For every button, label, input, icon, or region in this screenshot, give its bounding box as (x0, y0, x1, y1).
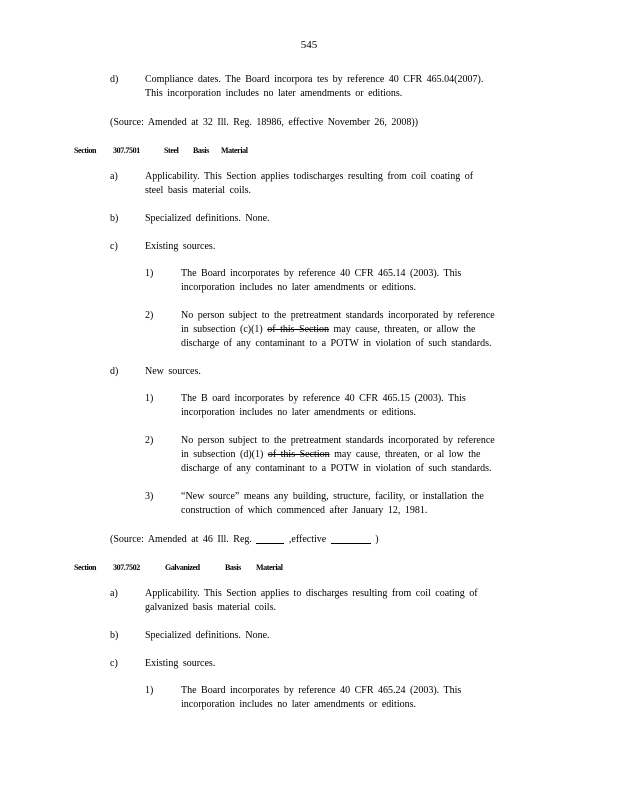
applicability-7502-line-2: galvanized basis material coils. (145, 602, 276, 613)
d3-7501-line-1: “New source” means any building, structure, facility, or installation the (181, 491, 484, 502)
c2-7501-line-2-end: may cause, threaten, or allow the (333, 324, 476, 335)
new-sources-7501: New sources. (145, 366, 201, 377)
d2-7501-line-2 (181, 448, 481, 462)
definitions-7501: Specialized definitions. None. (145, 213, 270, 224)
item-label-c-7502: c) (110, 658, 118, 669)
source-note-2-effective: ,effective (288, 534, 327, 545)
item-label-d-top: d) (110, 74, 119, 85)
c1-7501-line-1: The Board incorporates by reference 40 CFR 465.14 (2003). This (181, 268, 462, 279)
d3-7501-line-2: construction of which commenced after January 12, 1981. (181, 505, 428, 516)
d2-7501-line-2-start: in subsection (d)(1) (181, 449, 264, 460)
section-word-7502: Section (74, 563, 97, 572)
sub-label-d3-7501: 3) (145, 491, 154, 502)
d1-7501-line-2: incorporation includes no later amendments or editions. (181, 407, 416, 418)
source-note-2-start: (Source: Amended at 46 Ill. Reg. (110, 534, 252, 545)
c1-7502-line-1: The Board incorporates by reference 40 CFR 465.24 (2003). This (181, 685, 462, 696)
source-note-2 (110, 532, 379, 547)
sub-label-d2-7501: 2) (145, 435, 154, 446)
d2-7501-line-2-end: may cause, threaten, or al low the (334, 449, 481, 460)
applicability-7501-line-1: Applicability. This Section applies todischarges resulting from coil coating of (145, 171, 474, 182)
item-label-c-7501: c) (110, 241, 118, 252)
existing-sources-7501: Existing sources. (145, 241, 216, 252)
effective-date-blank (331, 532, 371, 544)
item-label-d-7501: d) (110, 366, 119, 377)
definitions-7502: Specialized definitions. None. (145, 630, 270, 641)
compliance-dates-line-2: This incorporation includes no later amendments or editions. (145, 88, 403, 99)
section-title-7501-word-3: Material (221, 146, 248, 155)
sub-label-c1-7501: 1) (145, 268, 154, 279)
section-title-7501-word-1: Steel (164, 146, 179, 155)
item-label-a-7502: a) (110, 588, 118, 599)
source-note-1: (Source: Amended at 32 Ill. Reg. 18986, effective November 26, 2008)) (110, 117, 419, 128)
applicability-7501-line-2: steel basis material coils. (145, 185, 251, 196)
existing-sources-7502: Existing sources. (145, 658, 216, 669)
c2-7501-line-3: discharge of any contaminant to a POTW in violation of such standards. (181, 338, 492, 349)
c1-7501-line-2: incorporation includes no later amendments or editions. (181, 282, 416, 293)
d1-7501-line-1: The B oard incorporates by reference 40 CFR 465.15 (2003). This (181, 393, 466, 404)
item-label-b-7502: b) (110, 630, 119, 641)
sub-label-c1-7502: 1) (145, 685, 154, 696)
source-note-2-end: ) (375, 534, 379, 545)
sub-label-c2-7501: 2) (145, 310, 154, 321)
sub-label-d1-7501: 1) (145, 393, 154, 404)
section-title-7501-word-2: Basis (193, 146, 209, 155)
c2-7501-line-2 (181, 323, 475, 337)
section-title-7502-word-3: Material (256, 563, 283, 572)
c2-7501-line-2-start: in subsection (c)(1) (181, 324, 263, 335)
d2-7501-line-1: No person subject to the pretreatment standards incorporated by reference (181, 435, 495, 446)
register-number-blank (256, 532, 284, 544)
section-number-7502: 307.7502 (113, 563, 140, 572)
item-label-a-7501: a) (110, 171, 118, 182)
page-number: 545 (300, 39, 318, 51)
section-title-7502-word-1: Galvanized (165, 563, 200, 572)
c2-7501-line-1: No person subject to the pretreatment standards incorporated by reference (181, 310, 495, 321)
section-title-7502-word-2: Basis (225, 563, 241, 572)
item-label-b-7501: b) (110, 213, 119, 224)
c1-7502-line-2: incorporation includes no later amendments or editions. (181, 699, 416, 710)
d2-7501-struck-text: of this Section (267, 449, 330, 460)
c2-7501-struck-text: of this Section (267, 324, 330, 335)
applicability-7502-line-1: Applicability. This Section applies to discharges resulting from coil coating of (145, 588, 478, 599)
section-word-7501: Section (74, 146, 97, 155)
d2-7501-line-3: discharge of any contaminant to a POTW in violation of such standards. (181, 463, 492, 474)
compliance-dates-line-1: Compliance dates. The Board incorpora tes by reference 40 CFR 465.04(2007). (145, 74, 484, 85)
section-number-7501: 307.7501 (113, 146, 140, 155)
